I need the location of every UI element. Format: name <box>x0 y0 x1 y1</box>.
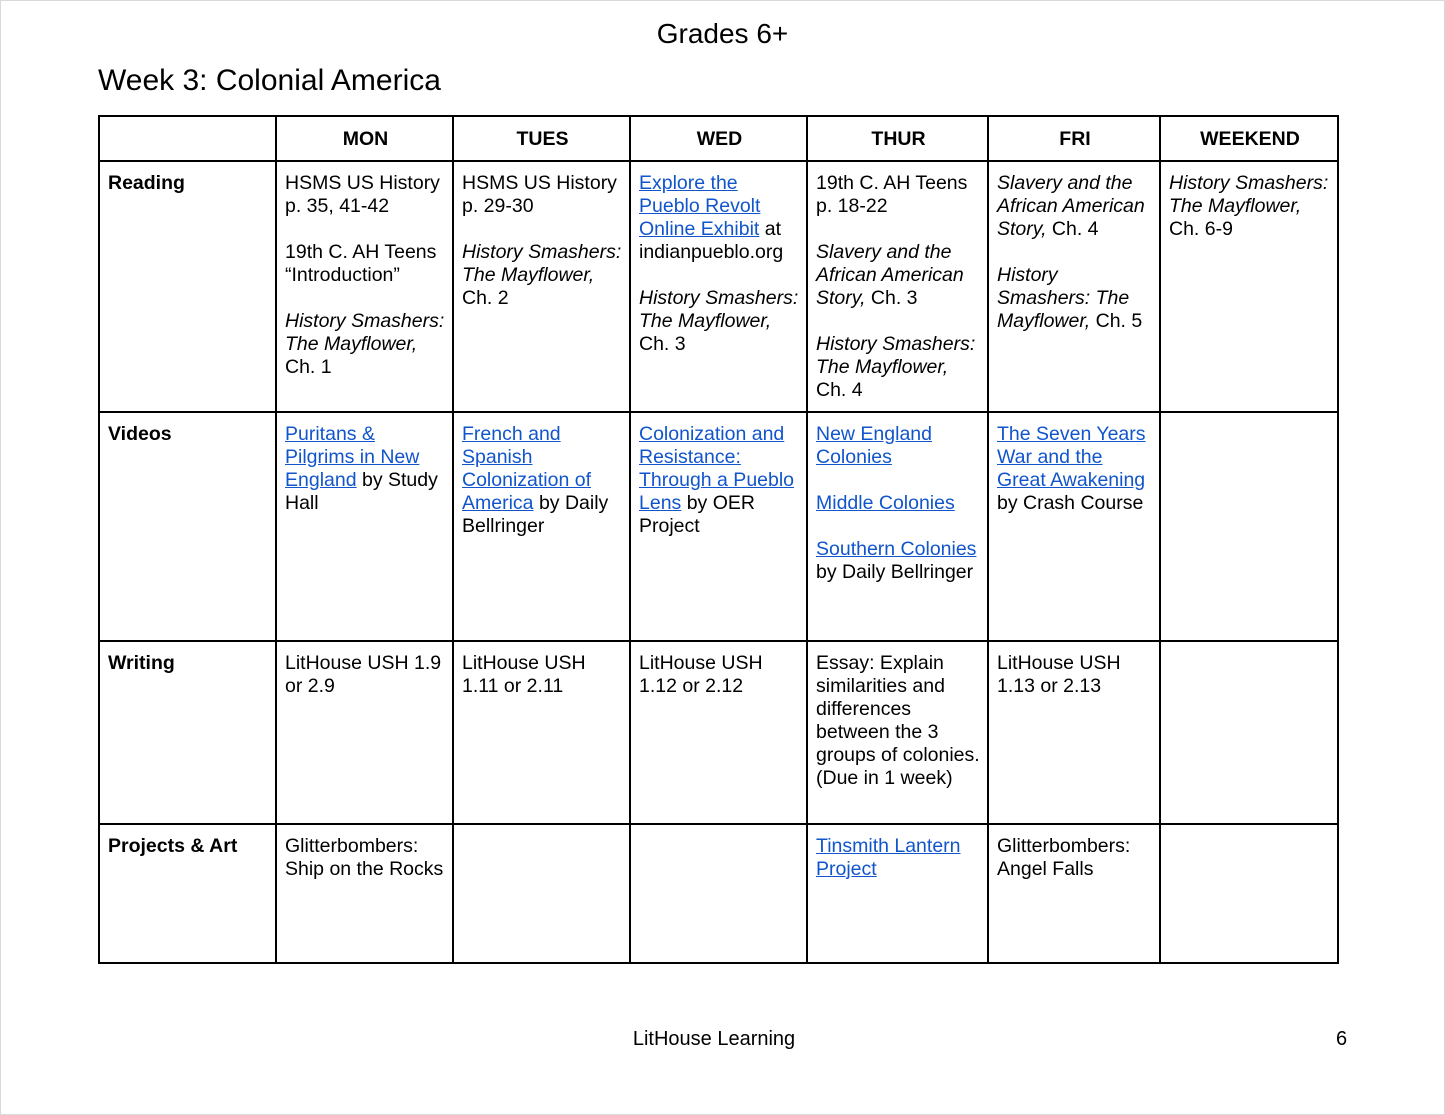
projects-fri-cell: Glitterbombers: Angel Falls <box>988 824 1160 963</box>
projects-tues-cell <box>453 824 630 963</box>
videos-thur-source: by Daily Bellringer <box>816 561 974 583</box>
pueblo-revolt-exhibit-link[interactable]: Explore the Pueblo Revolt Online Exhibit <box>639 172 761 240</box>
grade-title: Grades 6+ <box>656 18 789 49</box>
southern-colonies-video-link[interactable]: Southern Colonies <box>816 538 977 560</box>
reading-mon-cell <box>276 161 453 412</box>
writing-weekend-cell <box>1160 641 1338 824</box>
column-header-tues: TUES <box>453 116 630 161</box>
reading-weekend-history-smashers: History Smashers: The Mayflower, Ch. 6-9 <box>1169 172 1329 240</box>
reading-fri-cell <box>988 161 1160 412</box>
row-label-projects: Projects & Art <box>99 824 276 963</box>
reading-wed-cell <box>630 161 807 412</box>
column-header-weekend: WEEKEND <box>1160 116 1338 161</box>
column-header-mon: MON <box>276 116 453 161</box>
puritans-pilgrims-video-link[interactable]: Puritans & Pilgrims in New England <box>285 423 420 491</box>
tinsmith-lantern-project-link[interactable]: Tinsmith Lantern Project <box>816 835 961 880</box>
footer-brand: LitHouse Learning <box>632 1028 796 1050</box>
reading-fri-history-smashers: History Smashers: The Mayflower, Ch. 5 <box>997 264 1143 332</box>
header-row <box>99 116 1338 161</box>
writing-fri-cell: LitHouse USH 1.13 or 2.13 <box>988 641 1160 824</box>
videos-thur-cell <box>807 412 988 641</box>
new-england-colonies-video-link[interactable]: New England Colonies <box>816 423 932 468</box>
row-label-videos: Videos <box>99 412 276 641</box>
writing-thur-cell: Essay: Explain similarities and differences between the 3 groups of colonies. (Due in 1 week) <box>807 641 988 824</box>
reading-mon-hsms: HSMS US History p. 35, 41-42 <box>285 172 440 217</box>
corner-cell <box>99 116 276 161</box>
reading-tues-history-smashers: History Smashers: The Mayflower, Ch. 2 <box>462 241 622 309</box>
colonization-resistance-video-link[interactable]: Colonization and Resistance: Through a Pueblo Lens <box>639 423 795 514</box>
reading-thur-history-smashers: History Smashers: The Mayflower, Ch. 4 <box>816 333 976 401</box>
reading-wed-exhibit: Explore the Pueblo Revolt Online Exhibit at indianpueblo.org <box>639 172 784 263</box>
french-spanish-colonization-video-link[interactable]: French and Spanish Colonization of America <box>462 423 591 514</box>
seven-years-war-video-link[interactable]: The Seven Years War and the Great Awakening <box>997 423 1146 491</box>
column-header-wed: WED <box>630 116 807 161</box>
reading-fri-slavery-story: Slavery and the African American Story, Ch. 4 <box>997 172 1145 240</box>
projects-mon-cell: Glitterbombers: Ship on the Rocks <box>276 824 453 963</box>
projects-thur-cell <box>807 824 988 963</box>
writing-wed-cell: LitHouse USH 1.12 or 2.12 <box>630 641 807 824</box>
weekly-schedule-table <box>98 115 1339 964</box>
middle-colonies-video-link[interactable]: Middle Colonies <box>816 492 955 514</box>
reading-thur-cell <box>807 161 988 412</box>
reading-row <box>99 161 1338 412</box>
reading-mon-history-smashers: History Smashers: The Mayflower, Ch. 1 <box>285 310 445 378</box>
writing-row <box>99 641 1338 824</box>
projects-wed-cell <box>630 824 807 963</box>
projects-row <box>99 824 1338 963</box>
week-title: Week 3: Colonial America <box>98 64 441 97</box>
reading-thur-slavery-story: Slavery and the African American Story, Ch. 3 <box>816 241 964 309</box>
videos-fri-cell: The Seven Years War and the Great Awakening by Crash Course <box>988 412 1160 641</box>
reading-tues-hsms: HSMS US History p. 29-30 <box>462 172 617 217</box>
projects-weekend-cell <box>1160 824 1338 963</box>
row-label-reading: Reading <box>99 161 276 412</box>
reading-weekend-cell <box>1160 161 1338 412</box>
writing-tues-cell: LitHouse USH 1.11 or 2.11 <box>453 641 630 824</box>
videos-weekend-cell <box>1160 412 1338 641</box>
row-label-writing: Writing <box>99 641 276 824</box>
videos-wed-cell: Colonization and Resistance: Through a Pueblo Lens by OER Project <box>630 412 807 641</box>
column-header-fri: FRI <box>988 116 1160 161</box>
writing-mon-cell: LitHouse USH 1.9 or 2.9 <box>276 641 453 824</box>
reading-wed-history-smashers: History Smashers: The Mayflower, Ch. 3 <box>639 287 799 355</box>
column-header-thur: THUR <box>807 116 988 161</box>
page-number: 6 <box>1336 1028 1348 1050</box>
reading-thur-ah-teens: 19th C. AH Teens p. 18-22 <box>816 172 968 217</box>
videos-row <box>99 412 1338 641</box>
reading-tues-cell <box>453 161 630 412</box>
reading-mon-ah-teens: 19th C. AH Teens “Introduction” <box>285 241 437 286</box>
videos-tues-cell: French and Spanish Colonization of America by Daily Bellringer <box>453 412 630 641</box>
videos-mon-cell: Puritans & Pilgrims in New England by Study Hall <box>276 412 453 641</box>
